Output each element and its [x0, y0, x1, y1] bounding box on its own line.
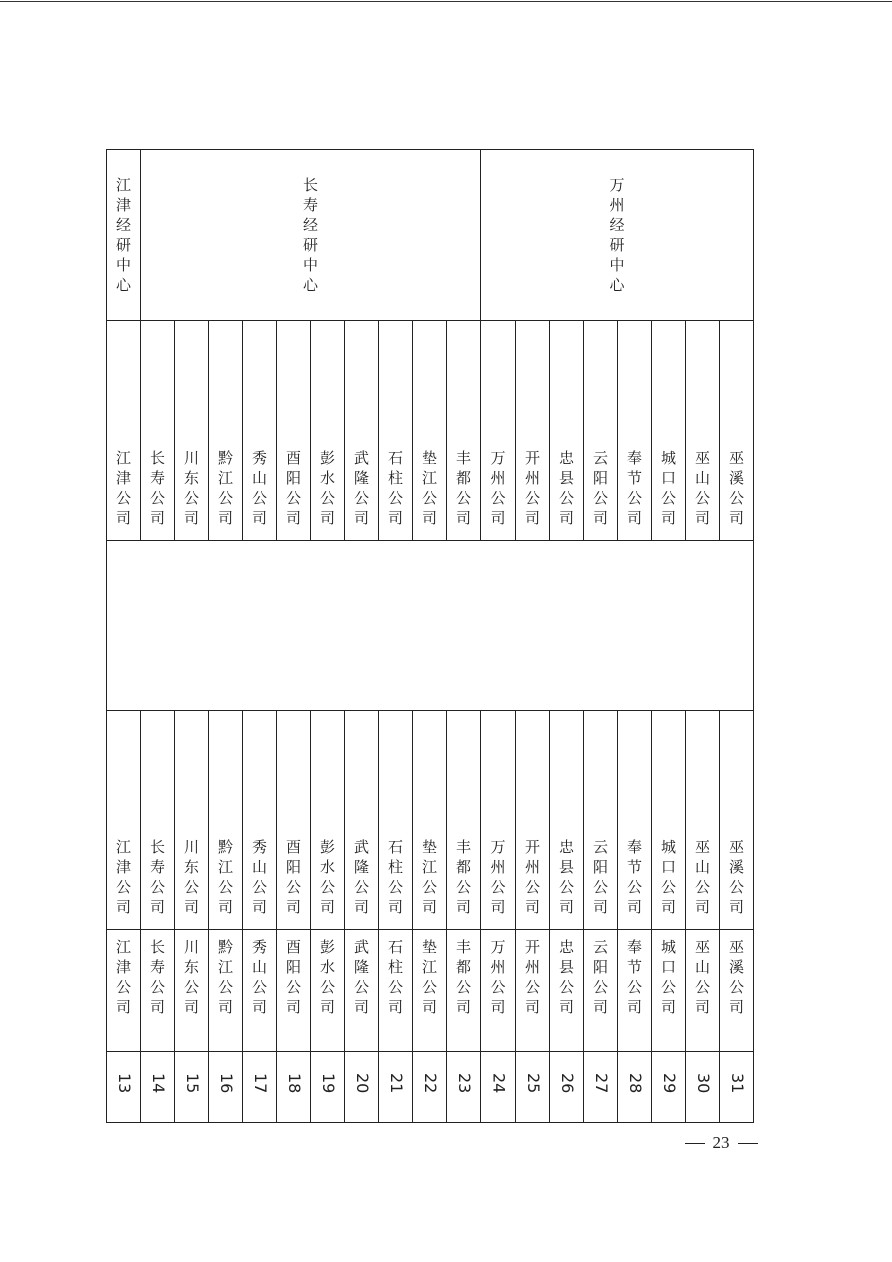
- company-name-cell: 云阳公司: [591, 939, 609, 1019]
- company-name-cell: 江津公司: [114, 939, 132, 1019]
- company-cell: 忠县公司: [557, 839, 575, 919]
- row-separator: [140, 710, 141, 1123]
- company-cell: 奉节公司: [625, 450, 643, 530]
- company-name-cell: 黔江公司: [216, 939, 234, 1019]
- row-number: 16: [217, 1073, 236, 1094]
- company-name-cell: 垫江公司: [420, 939, 438, 1019]
- company-cell: 武隆公司: [352, 450, 370, 530]
- row-number: 23: [455, 1073, 474, 1094]
- company-name-cell: 武隆公司: [352, 939, 370, 1019]
- company-cell: 秀山公司: [250, 839, 268, 919]
- top-border-line: [0, 1, 892, 2]
- row-number: 30: [694, 1073, 713, 1094]
- row-separator: [378, 710, 379, 1123]
- company-cell: 奉节公司: [625, 839, 643, 919]
- company-cell: 黔江公司: [216, 450, 234, 530]
- col4-separator: [583, 320, 584, 540]
- company-name-cell: 城口公司: [659, 939, 677, 1019]
- col4-separator: [719, 320, 720, 540]
- page-number-text: 23: [712, 1133, 730, 1152]
- company-name-cell: 巫溪公司: [727, 939, 745, 1019]
- company-table: [106, 149, 754, 1123]
- center-separator: [480, 149, 481, 320]
- center-label: 江津经研中心: [114, 177, 132, 297]
- company-cell: 彭水公司: [318, 450, 336, 530]
- company-cell: 丰都公司: [454, 839, 472, 919]
- company-cell: 忠县公司: [557, 450, 575, 530]
- company-cell: 万州公司: [488, 450, 507, 530]
- col4-separator: [446, 320, 447, 540]
- company-cell: 长寿公司: [148, 839, 166, 919]
- row-number: 17: [251, 1073, 270, 1094]
- company-cell: 武隆公司: [352, 839, 370, 919]
- col4-separator: [412, 320, 413, 540]
- dash-right: [738, 1143, 758, 1144]
- company-cell: 酉阳公司: [284, 839, 302, 919]
- center-separator: [140, 149, 141, 320]
- row-separator: [651, 710, 652, 1123]
- row-number: 21: [387, 1073, 406, 1094]
- col4-separator: [242, 320, 243, 540]
- col4-separator: [174, 320, 175, 540]
- company-cell: 云阳公司: [591, 839, 609, 919]
- company-cell: 云阳公司: [591, 450, 609, 530]
- table-border-right: [753, 149, 754, 1123]
- company-cell: 垫江公司: [420, 839, 438, 919]
- page-number: [680, 1131, 762, 1155]
- row-number: 28: [626, 1073, 645, 1094]
- col4-separator: [480, 320, 481, 540]
- row-separator: [344, 710, 345, 1123]
- center-band-line: [106, 320, 754, 321]
- company-name-cell: 万州公司: [488, 939, 507, 1019]
- col4-separator: [515, 320, 516, 540]
- company-cell: 江津公司: [114, 450, 132, 530]
- company-cell: 川东公司: [182, 839, 200, 919]
- row-number: 24: [489, 1073, 509, 1094]
- col4-separator: [617, 320, 618, 540]
- table-border-top: [106, 149, 754, 150]
- table-border-left: [106, 149, 107, 1123]
- company-cell: 垫江公司: [420, 450, 438, 530]
- row-number: 22: [421, 1073, 440, 1094]
- row-number: 14: [149, 1073, 168, 1094]
- row-number: 13: [115, 1073, 134, 1094]
- blank-band-line: [106, 710, 754, 711]
- row-separator: [583, 710, 584, 1123]
- row-number: 29: [660, 1073, 679, 1094]
- row-separator: [242, 710, 243, 1123]
- company-cell: 城口公司: [659, 839, 677, 919]
- company-name-cell: 石柱公司: [386, 939, 404, 1019]
- company-cell: 江津公司: [114, 839, 132, 919]
- company-name-cell: 奉节公司: [625, 939, 643, 1019]
- company-cell: 城口公司: [659, 450, 677, 530]
- company-cell: 长寿公司: [148, 450, 166, 530]
- company-name-cell: 酉阳公司: [284, 939, 302, 1019]
- row-number: 19: [319, 1073, 338, 1094]
- company-name-cell: 长寿公司: [148, 939, 166, 1019]
- center-label: 长寿经研中心: [301, 177, 319, 297]
- company-cell: 石柱公司: [386, 839, 404, 919]
- row-number: 25: [524, 1073, 543, 1094]
- center-label: 万州经研中心: [607, 177, 626, 297]
- row-separator: [174, 710, 175, 1123]
- col4-separator: [140, 320, 141, 540]
- company-name-cell: 开州公司: [523, 939, 541, 1019]
- col4-separator: [651, 320, 652, 540]
- row-separator: [515, 710, 516, 1123]
- row-number: 26: [558, 1073, 577, 1094]
- col4-separator: [310, 320, 311, 540]
- company-cell: 丰都公司: [454, 450, 472, 530]
- table-border-bottom: [106, 1122, 754, 1123]
- dash-left: [685, 1143, 705, 1144]
- row-separator: [719, 710, 720, 1123]
- company-cell: 酉阳公司: [284, 450, 302, 530]
- row-separator: [208, 710, 209, 1123]
- company-cell: 秀山公司: [250, 450, 268, 530]
- col2-band-line: [106, 929, 754, 930]
- company-cell: 巫溪公司: [727, 450, 745, 530]
- row-number: 27: [592, 1073, 611, 1094]
- company-cell: 万州公司: [488, 839, 507, 919]
- company-name-cell: 彭水公司: [318, 939, 336, 1019]
- company-name-cell: 秀山公司: [250, 939, 268, 1019]
- company-cell: 川东公司: [182, 450, 200, 530]
- name-band-line: [106, 1051, 754, 1052]
- company-name-cell: 川东公司: [182, 939, 200, 1019]
- row-number: 18: [285, 1073, 304, 1094]
- company-cell: 开州公司: [523, 839, 541, 919]
- row-separator: [412, 710, 413, 1123]
- row-separator: [310, 710, 311, 1123]
- row-separator: [446, 710, 447, 1123]
- col4-separator: [685, 320, 686, 540]
- row-number: 20: [353, 1073, 372, 1094]
- col4-separator: [208, 320, 209, 540]
- col4-separator: [276, 320, 277, 540]
- company-cell: 巫溪公司: [727, 839, 745, 919]
- row-separator: [276, 710, 277, 1123]
- company-name-cell: 巫山公司: [693, 939, 711, 1019]
- row-separator: [480, 710, 481, 1123]
- company-cell: 彭水公司: [318, 839, 336, 919]
- company-cell: 巫山公司: [693, 839, 711, 919]
- col4-separator: [549, 320, 550, 540]
- col4-separator: [378, 320, 379, 540]
- row-separator: [617, 710, 618, 1123]
- company-cell: 开州公司: [523, 450, 541, 530]
- company-cell: 石柱公司: [386, 450, 404, 530]
- row-separator: [549, 710, 550, 1123]
- col4-band-line: [106, 540, 754, 541]
- company-name-cell: 忠县公司: [557, 939, 575, 1019]
- row-separator: [685, 710, 686, 1123]
- company-cell: 巫山公司: [693, 450, 711, 530]
- company-cell: 黔江公司: [216, 839, 234, 919]
- company-name-cell: 丰都公司: [454, 939, 472, 1019]
- row-number: 31: [728, 1073, 747, 1094]
- col4-separator: [344, 320, 345, 540]
- row-number: 15: [183, 1073, 202, 1094]
